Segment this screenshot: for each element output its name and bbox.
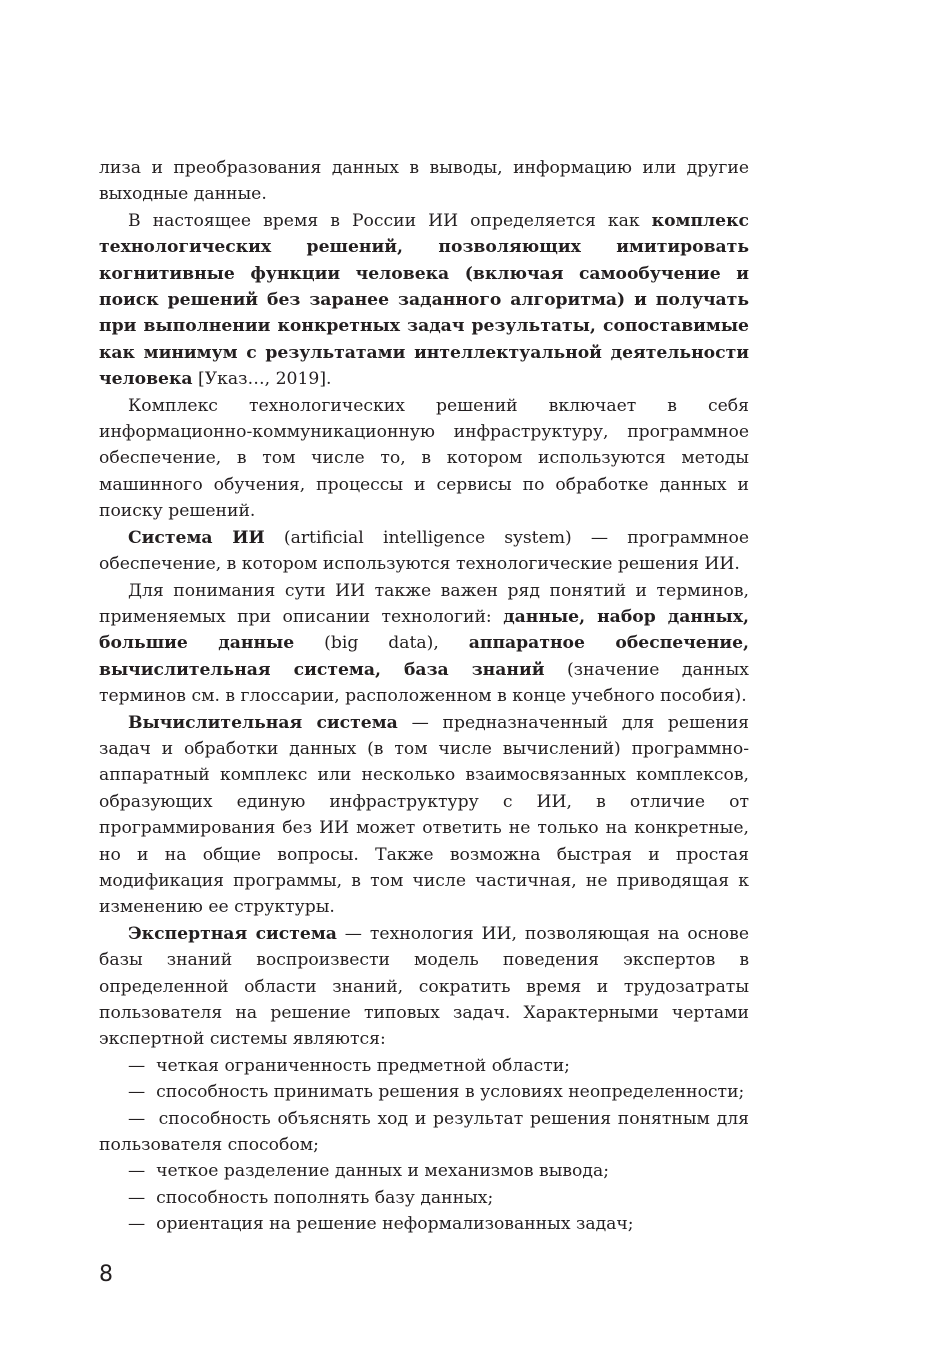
list-item-text: способность принимать решения в условиях неопределенности; [156,1082,745,1103]
body-text [99,155,749,1238]
dash-marker [128,1056,156,1076]
paragraph-line: лиза и преобразования данных в выводы, информацию или другие [99,158,749,178]
list-item [99,1106,749,1159]
paragraph-ai-definition [99,208,749,393]
list-item-text: четкая ограниченность предметной области; [156,1055,570,1076]
paragraph-continuation [99,155,749,181]
text-span: В настоящее время в России ИИ определяется как [128,210,652,231]
bold-terms-data: данные, набор данных, большие данные [99,606,749,654]
text-span: Для понимания сути ИИ также важен ряд понятий и терминов, применяемых при описании технологий: [99,580,749,627]
paragraph-computing-system [99,710,749,921]
text-span: Комплекс технологических решений включает в себя информационно-коммуникационную инфраструктуру, программное обеспечение, в том числе то, в котором используются методы машинного обучения, процессы и сервисы по обработке данных и поиску решений. [99,395,749,522]
expert-system-features-list [99,1053,749,1238]
text-span: (значение данных терминов см. в глоссарии, расположенном в конце учебного пособия). [99,659,749,707]
list-item-text: способность объяснять ход и результат решения понятным для пользователя способом; [99,1108,749,1156]
dash-marker [128,1109,159,1129]
paragraph-ai-system [99,525,749,578]
term-expert-system: Экспертная система [128,923,337,944]
paragraph-continuation-end [99,181,749,207]
text-span: (big data), [294,633,469,654]
paragraph-terms [99,578,749,710]
term-computing-system: Вычислительная система [128,712,398,733]
dash-marker [128,1161,156,1181]
text-span: — предназначенный для решения задач и обработки данных (в том числе вычислений) программно-аппаратный комплекс или несколько взаимосвязанных комплексов, образующих единую инфраструктуру с ИИ, в отличие от программирования без ИИ может ответить не только на конкретные, но и на общие вопросы. Также возможна быстрая и простая модификация программы, в том числе частичная, не приводящая к изменению ее структуры. [99,712,749,918]
dash-marker [128,1082,156,1102]
term-ai-system: Система ИИ [128,527,265,548]
list-item [99,1185,749,1211]
text-span: (artificial intelligence system) — программное обеспечение, в котором используются технологические решения ИИ. [99,527,749,575]
paragraph-line: выходные данные. [99,184,267,205]
paragraph-tech-solutions [99,393,749,525]
page-number: 8 [99,1262,113,1287]
list-item-text: способность пополнять базу данных; [156,1187,494,1208]
list-item [99,1211,749,1237]
list-item [99,1079,749,1105]
list-item-text: четкое разделение данных и механизмов вывода; [156,1161,610,1182]
list-item [99,1158,749,1184]
bold-definition: комплекс технологических решений, позволяющих имитировать когнитивные функции человека (включая самообучение и поиск решений без заранее заданного алгоритма) и получать при выполнении конкретных задач результаты, сопоставимые как минимум с результатами интеллектуальной деятельности человека [99,210,749,390]
text-span: — технология ИИ, позволяющая на основе базы знаний воспроизвести модель поведения экспертов в определенной области знаний, сократить время и трудозатраты пользователя на решение типовых задач. Характерными чертами экспертной системы являются: [99,923,749,1050]
dash-marker [128,1188,156,1208]
list-item-text: ориентация на решение неформализованных задач; [156,1214,634,1235]
citation: [Указ…, 2019]. [192,369,332,390]
paragraph-expert-system [99,921,749,1053]
list-item [99,1053,749,1079]
dash-marker [128,1214,156,1234]
bold-terms-hardware: аппаратное обеспечение, вычислительная система, база знаний [99,633,749,680]
